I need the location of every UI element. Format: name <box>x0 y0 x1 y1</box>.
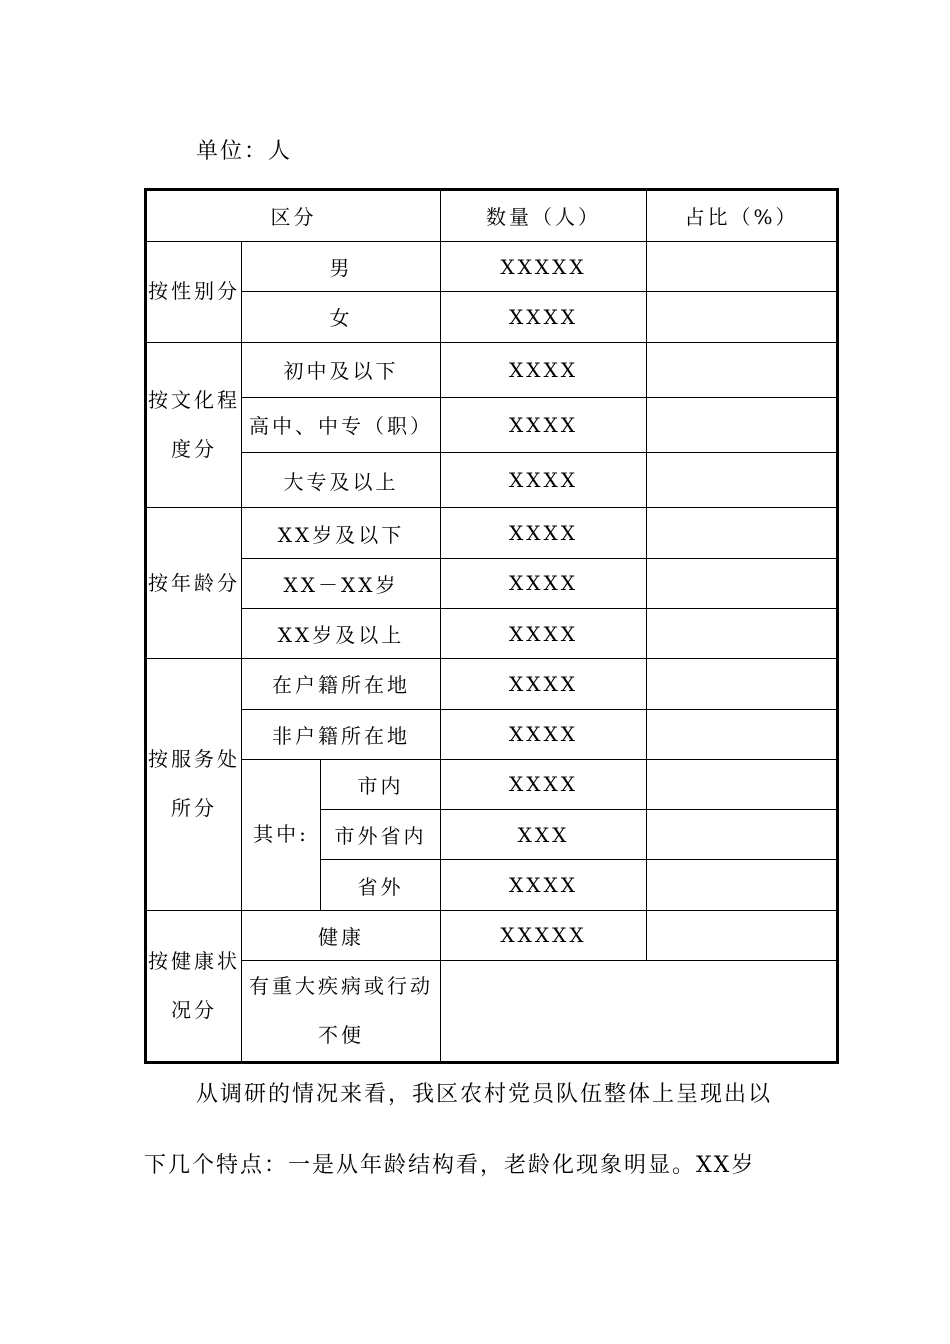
table-row <box>146 241 838 291</box>
row-label: XX岁及以上 <box>242 608 441 658</box>
header-ratio: 占比（%） <box>647 190 838 242</box>
header-count: 数量（人） <box>441 190 647 242</box>
row-merged-value <box>441 961 838 1063</box>
table-row <box>146 342 838 397</box>
row-ratio <box>647 659 838 709</box>
table-header-row <box>146 190 838 242</box>
row-label: 大专及以上 <box>242 453 441 508</box>
row-label: 非户籍所在地 <box>242 709 441 759</box>
table-row <box>146 453 838 508</box>
row-ratio <box>647 810 838 860</box>
row-count: XXXX <box>441 397 647 452</box>
row-count: XXXX <box>441 508 647 558</box>
row-count: XXXX <box>441 342 647 397</box>
table-row <box>146 608 838 658</box>
row-ratio <box>647 292 838 342</box>
row-ratio <box>647 910 838 960</box>
row-count: XXXX <box>441 709 647 759</box>
row-label: 初中及以下 <box>242 342 441 397</box>
row-ratio <box>647 709 838 759</box>
group-label-health: 按健康状况分 <box>146 910 242 1062</box>
row-count: XXXX <box>441 558 647 608</box>
row-count: XXXX <box>441 608 647 658</box>
row-label: 女 <box>242 292 441 342</box>
row-ratio <box>647 608 838 658</box>
row-ratio <box>647 342 838 397</box>
group-label-service: 按服务处所分 <box>146 659 242 910</box>
row-count: XXXXX <box>441 241 647 291</box>
table-row <box>146 397 838 452</box>
row-ratio <box>647 860 838 910</box>
row-label: 高中、中专（职） <box>242 397 441 452</box>
row-count: XXX <box>441 810 647 860</box>
row-label: 市外省内 <box>321 810 441 860</box>
row-label: 市内 <box>321 759 441 809</box>
row-count: XXXX <box>441 453 647 508</box>
body-paragraph-line-1: 从调研的情况来看，我区农村党员队伍整体上呈现出以 <box>196 1082 773 1107</box>
table-row <box>146 659 838 709</box>
row-label: 省外 <box>321 860 441 910</box>
row-count: XXXXX <box>441 910 647 960</box>
table-row <box>146 910 838 960</box>
header-category: 区分 <box>146 190 441 242</box>
unit-label: 单位：人 <box>196 139 293 164</box>
row-label: 健康 <box>242 910 441 960</box>
row-ratio <box>647 558 838 608</box>
group-label-gender: 按性别分 <box>146 241 242 342</box>
row-label: 有重大疾病或行动不便 <box>242 961 441 1063</box>
group-label-education: 按文化程度分 <box>146 342 242 508</box>
table-row <box>146 709 838 759</box>
row-label: XX岁及以下 <box>242 508 441 558</box>
table-row <box>146 961 838 1063</box>
row-count: XXXX <box>441 860 647 910</box>
row-ratio <box>647 759 838 809</box>
group-label-age: 按年龄分 <box>146 508 242 659</box>
row-count: XXXX <box>441 292 647 342</box>
row-label: XX－XX岁 <box>242 558 441 608</box>
row-count: XXXX <box>441 759 647 809</box>
row-ratio <box>647 241 838 291</box>
row-ratio <box>647 397 838 452</box>
table-row <box>146 759 838 809</box>
table-row <box>146 292 838 342</box>
table-row <box>146 558 838 608</box>
body-paragraph-line-2: 下几个特点：一是从年龄结构看，老龄化现象明显。XX岁 <box>144 1153 756 1178</box>
row-label: 在户籍所在地 <box>242 659 441 709</box>
row-ratio <box>647 453 838 508</box>
table-row <box>146 508 838 558</box>
row-ratio <box>647 508 838 558</box>
party-member-stats-table <box>144 188 839 1064</box>
row-label: 男 <box>242 241 441 291</box>
sub-group-label: 其中: <box>242 759 321 910</box>
row-count: XXXX <box>441 659 647 709</box>
